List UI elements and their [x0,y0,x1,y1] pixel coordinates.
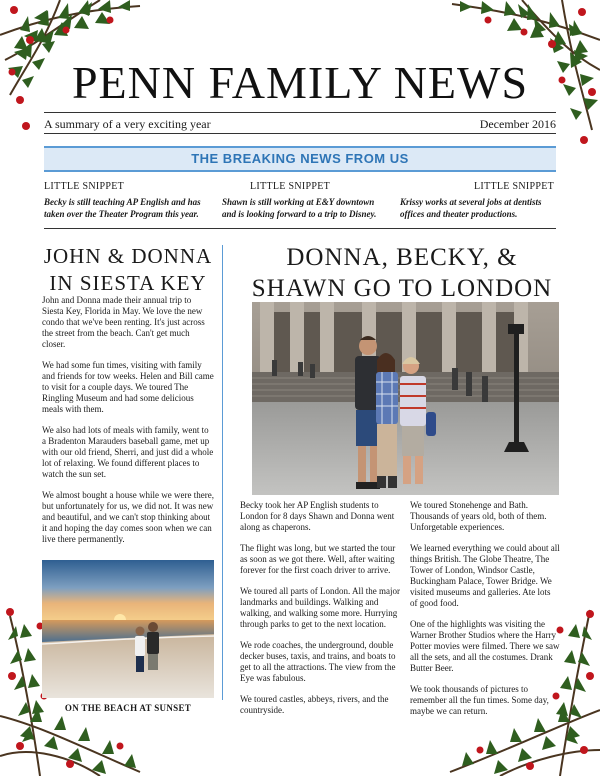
left-heading-line2: IN SIESTA KEY [49,271,207,295]
london-paragraph: Becky took her AP English students to London for 8 days Shawn and Donna went along as chaperons. [240,500,395,532]
newsletter-subtitle: A summary of a very exciting year [44,117,211,131]
left-paragraph: We had some fun times, visiting with family and friends for tow weeks. Helen and Bill came to visit for a couple days. We toured The Ringling Museum and had some delicious meals with them. [42,360,214,414]
beach-photo-caption: ON THE BEACH AT SUNSET [64,703,192,713]
london-paragraph: We learned everything we could about all things British. The Globe Theatre, The Tower of London, Windsor Castle, Buckingham Palace, Tower Bridge. We visited museums and galleries. Ate lots of good food. [410,543,560,608]
london-paragraph: We toured all parts of London. All the major landmarks and buildings. Walking and walking, and walking some more. Hurrying through parks to get to the next location. [240,586,400,629]
column-divider [222,245,223,700]
masthead-rule [44,112,556,113]
london-article-heading [240,242,564,304]
left-article-body [42,295,214,555]
left-paragraph: We also had lots of meals with family, went to a Bradenton Marauders baseball game, met up with our old friend, Sherri, and just did a whole lot of relaxing. We found different places to watch the sun set. [42,425,214,479]
newsletter-title: PENN FAMILY NEWS [71,57,529,108]
issue-date: December 2016 [479,117,556,131]
london-col-1 [240,500,402,726]
snippet-3-text: Krissy works at several jobs at dentists offices and theater productions. [400,197,542,219]
snippet-2-heading: LITTLE SNIPPET [250,181,331,192]
snippet-1-text: Becky is still teaching AP English and has taken over the Theater Program this year. [44,197,201,219]
breaking-news-banner: THE BREAKING NEWS FROM US [44,146,556,172]
left-paragraph: John and Donna made their annual trip to Siesta Key, Florida in May. We love the new condo that we've been renting. It's just across the street from the beach. Can't get much closer. [42,295,205,349]
london-heading-line2: SHAWN GO TO LONDON [251,275,553,302]
sunset-beach-photo [42,560,214,698]
left-article-heading [42,243,214,297]
london-col-2 [410,500,560,727]
left-heading-line1: JOHN & DONNA [43,244,213,268]
subtitle-rule [44,133,556,134]
london-paragraph: One of the highlights was visiting the Warner Brother Studios where the Harry Potter movies were filmed. There we saw all the sets, and all the costumes. Drank Butter Beer. [410,619,560,673]
snippet-rule [44,228,556,229]
london-heading-line1: DONNA, BECKY, & [286,244,518,271]
left-paragraph: We almost bought a house while we were there, but unfortunately for us, we did not. It was new and beautiful, and we can't stop thinking about it and hoping the day comes soon when we can live there permanently. [42,490,214,544]
london-paragraph: We took thousands of pictures to remember all the fun times. Some day, maybe we can return. [410,684,549,716]
london-paragraph: We toured castles, abbeys, rivers, and the countryside. [240,694,389,715]
snippet-2-text: Shawn is still working at E&Y downtown and is looking forward to a trip to Disney. [222,197,377,219]
snippet-1-heading: LITTLE SNIPPET [44,181,125,192]
london-group-photo [252,302,559,495]
snippet-3-heading: LITTLE SNIPPET [474,181,555,192]
london-paragraph: The flight was long, but we started the tour as soon as we got there. Well, after waiting forever for the first coach driver to arrive. [240,543,396,575]
london-paragraph: We rode coaches, the underground, double decker buses, taxis, and trains, and boats to get to all the attractions. The view from the Eye was fabulous. [240,640,396,683]
london-paragraph: We toured Stonehenge and Bath. Thousands of years old, both of them. Unforgetable experiences. [410,500,547,532]
